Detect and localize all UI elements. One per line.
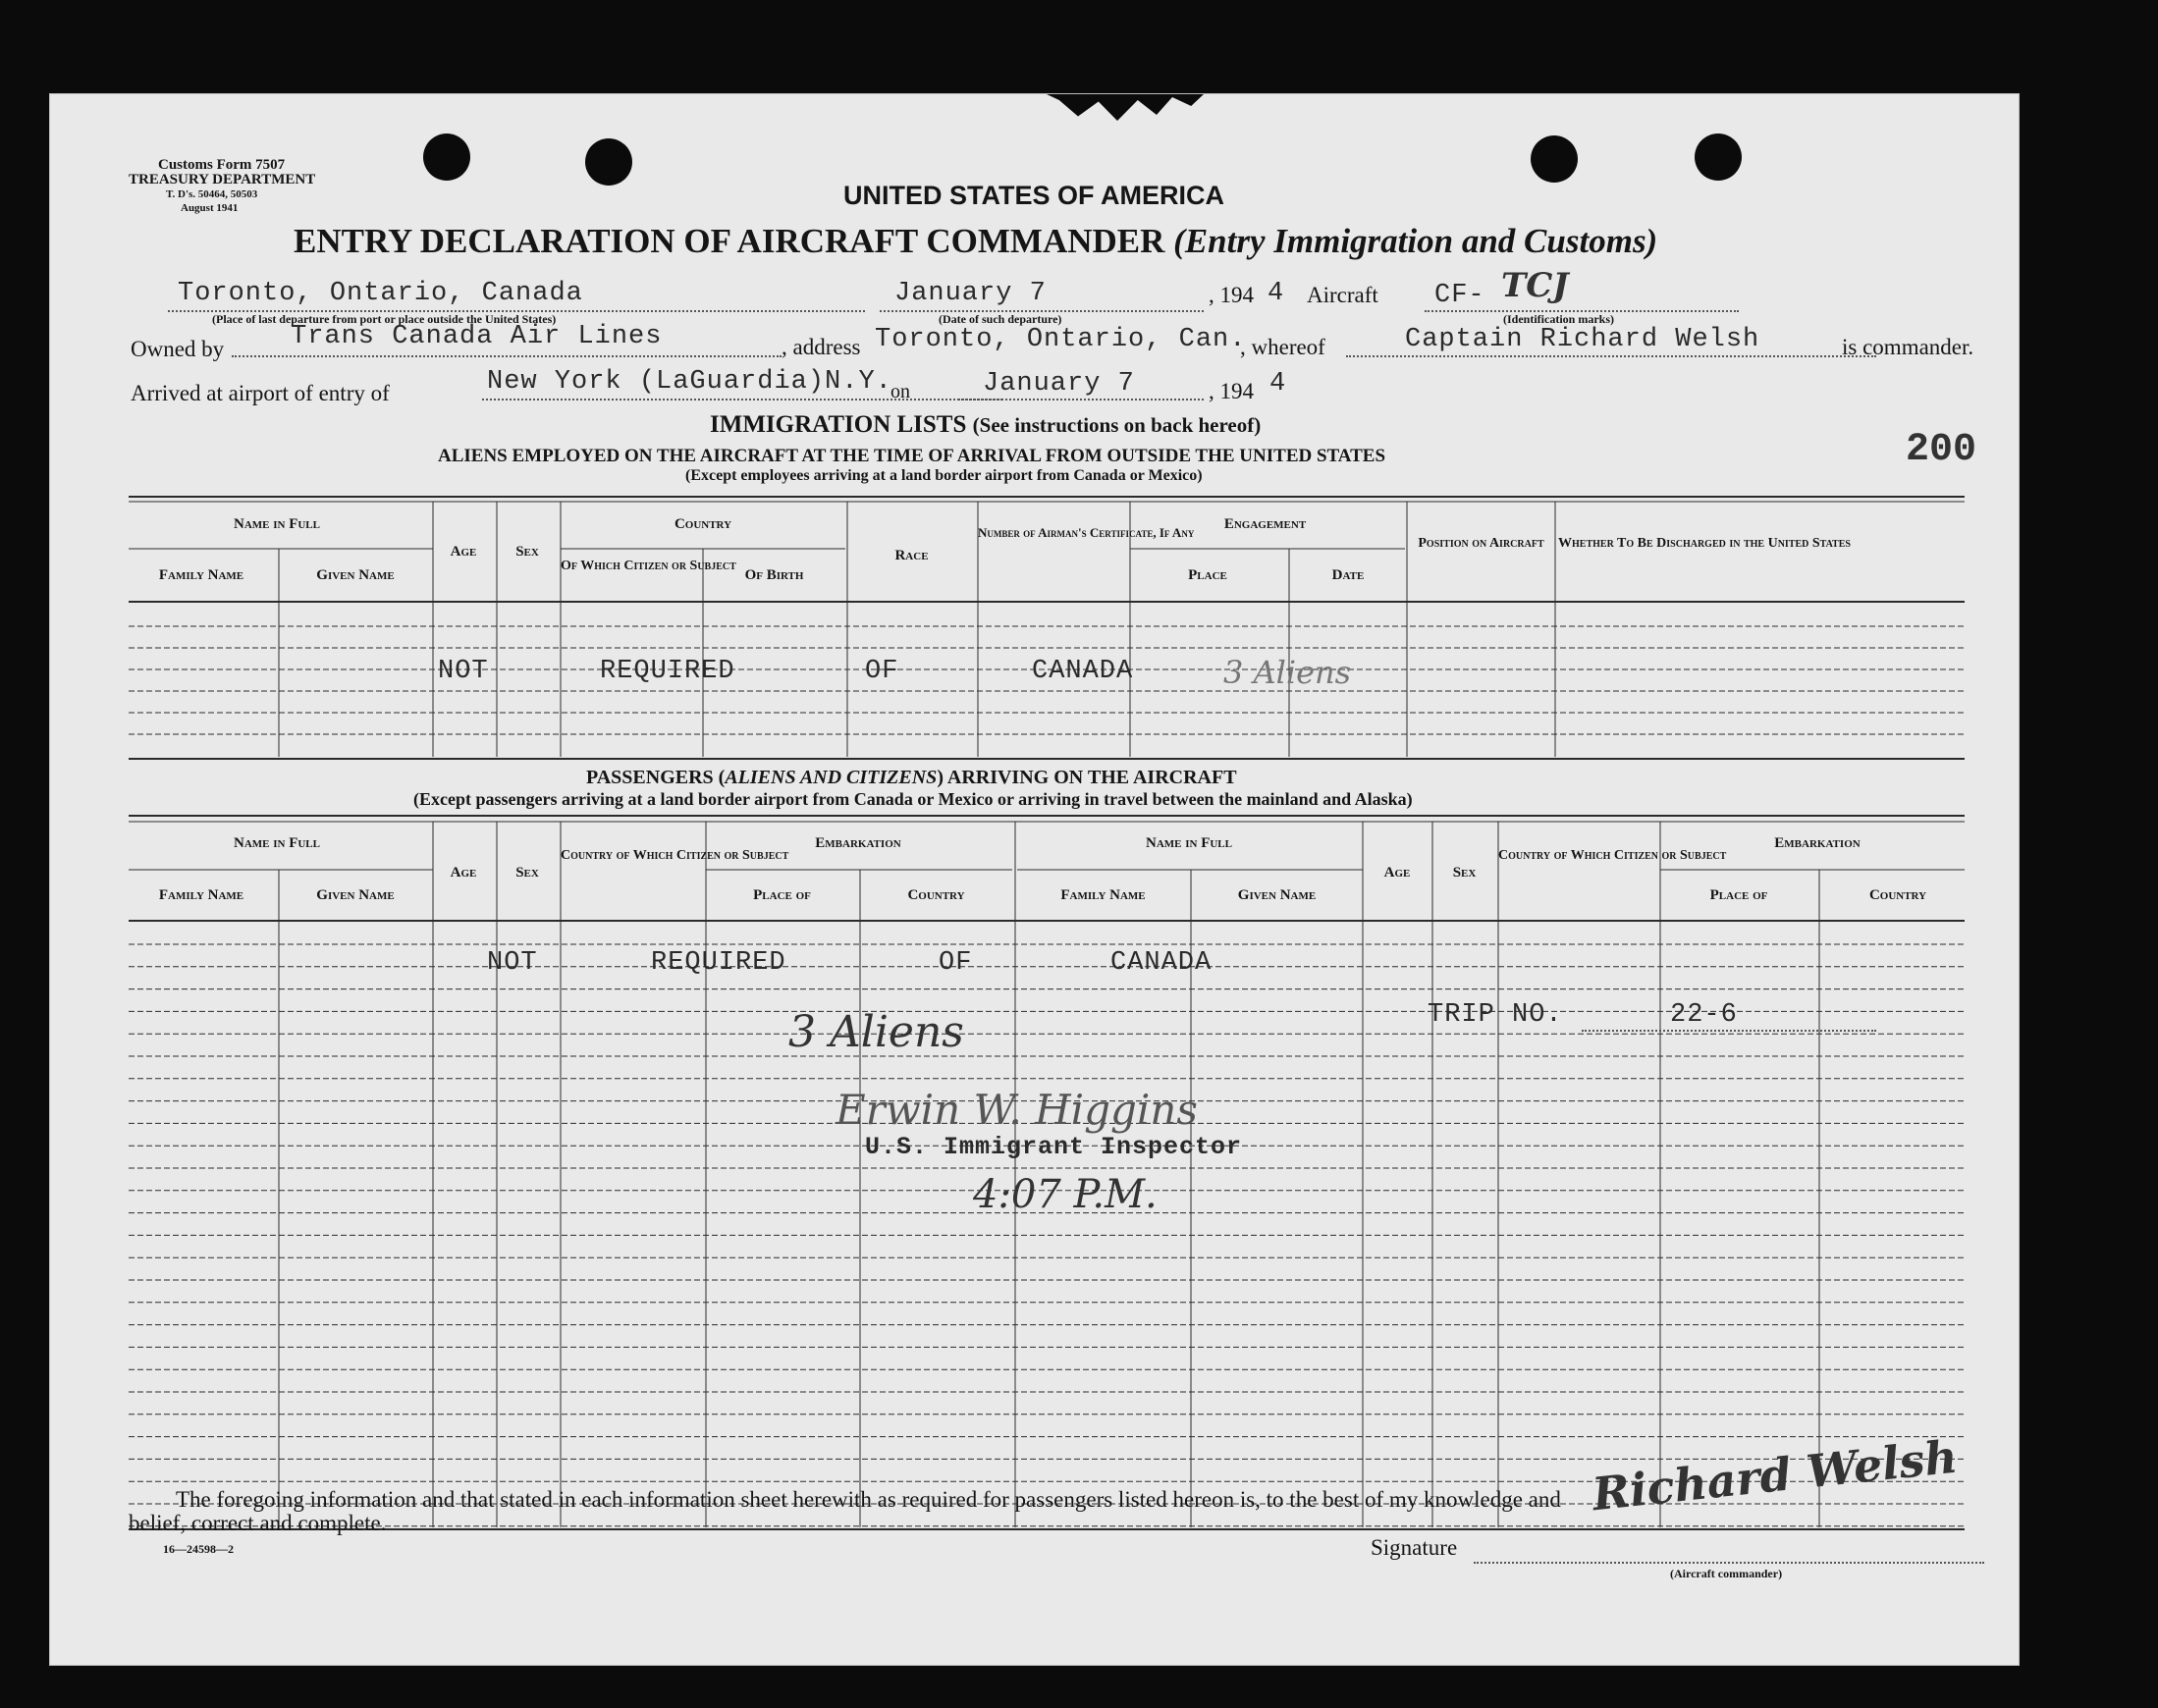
aliens-col-race: Race — [894, 548, 929, 563]
aliens-col-given-name: Given Name — [316, 567, 395, 583]
pass-col-country-citizen: Country of Which Citizen or Subject — [561, 848, 789, 863]
aliens-col-discharged: Whether To Be Discharged in the United States — [1558, 536, 1851, 551]
pass-typed-not: NOT — [487, 948, 538, 978]
aliens-col-country: Country — [674, 516, 732, 532]
departure-place-caption: (Place of last departure from port or place outside the United States) — [212, 312, 557, 326]
aliens-heading: ALIENS EMPLOYED ON THE AIRCRAFT AT THE TIME OF ARRIVAL FROM OUTSIDE THE UNITED STATES — [438, 446, 1386, 466]
aliens-col-airman-cert: Number of Airman's Certificate, If Any — [978, 525, 1195, 540]
departure-date-caption: (Date of such departure) — [939, 312, 1062, 326]
owner-name: Trans Canada Air Lines — [291, 322, 663, 351]
aircraft-label: Aircraft — [1307, 283, 1378, 307]
inspector-title: U.S. Immigrant Inspector — [865, 1133, 1243, 1161]
aliens-col-sex: Sex — [515, 544, 539, 560]
country-heading: UNITED STATES OF AMERICA — [843, 181, 1224, 210]
signature-caption: (Aircraft commander) — [1670, 1567, 1783, 1580]
aliens-col-birth: Of Birth — [744, 567, 804, 583]
owner-address: Toronto, Ontario, Can. — [875, 325, 1247, 354]
aircraft-mark-hand: TCJ — [1501, 266, 1569, 305]
certification-line-1: The foregoing information and that stated in each information sheet herewith as required for passengers listed hereon is, to the best of my knowledge and — [176, 1487, 1561, 1512]
passengers-heading-c: ) ARRIVING ON THE AIRCRAFT — [937, 767, 1237, 788]
commander-name: Captain Richard Welsh — [1405, 325, 1760, 354]
pass-col-age-2: Age — [1383, 865, 1411, 881]
inspector-signature: Erwin W. Higgins — [836, 1086, 1198, 1134]
aliens-col-citizen: Of Which Citizen or Subject — [561, 559, 736, 573]
pass-typed-required: REQUIRED — [651, 948, 786, 978]
pass-col-family-name-2: Family Name — [1060, 887, 1146, 903]
certification-line-2: belief, correct and complete. — [129, 1511, 387, 1535]
trip-number: 22-6 — [1670, 1000, 1738, 1030]
aliens-col-place: Place — [1188, 567, 1227, 583]
airport-name: New York (LaGuardia)N.Y. — [487, 367, 892, 397]
whereof-label: , whereof — [1240, 335, 1325, 359]
aliens-col-family-name: Family Name — [158, 567, 244, 583]
form-title-sub: (Entry Immigration and Customs) — [1173, 222, 1658, 260]
pass-col-country-citizen-2: Country of Which Citizen or Subject — [1498, 848, 1727, 863]
aircraft-caption: (Identification marks) — [1503, 312, 1614, 326]
immigration-lists-title: IMMIGRATION LISTS — [710, 411, 967, 438]
pass-col-embarkation-2: Embarkation — [1774, 835, 1861, 851]
form-title-main: ENTRY DECLARATION OF AIRCRAFT COMMANDER — [294, 222, 1165, 260]
aliens-hand-note: 3 Aliens — [1223, 654, 1352, 691]
aliens-col-engagement: Engagement — [1223, 516, 1307, 532]
is-commander-label: is commander. — [1842, 335, 1974, 359]
trip-label: TRIP NO. — [1428, 1000, 1563, 1030]
arrival-date: January 7 — [983, 369, 1135, 399]
departure-place: Toronto, Ontario, Canada — [178, 279, 583, 308]
pass-col-country: Country — [907, 887, 965, 903]
treasury-department: TREASURY DEPARTMENT — [129, 172, 316, 187]
aliens-col-position: Position on Aircraft — [1418, 536, 1544, 551]
passengers-heading-b: ALIENS AND CITIZENS — [725, 767, 938, 788]
pass-col-embarkation: Embarkation — [815, 835, 901, 851]
passengers-hand-note: 3 Aliens — [788, 1007, 964, 1057]
pass-col-name-in-full-2: Name in Full — [1145, 835, 1232, 851]
aircraft-mark-prefix: CF- — [1434, 281, 1485, 310]
form-sheet — [49, 93, 2020, 1666]
treasury-decisions: T. D's. 50464, 50503 — [166, 188, 258, 200]
pass-col-place-of-2: Place of — [1709, 887, 1768, 903]
immigration-instructions: (See instructions on back hereof) — [972, 413, 1262, 437]
departure-year-prefix: , 194 — [1209, 283, 1254, 307]
table-grid — [50, 94, 2019, 1665]
pass-col-country-2: Country — [1868, 887, 1927, 903]
passengers-heading-a: PASSENGERS ( — [586, 767, 726, 788]
pass-col-age: Age — [450, 865, 477, 881]
stamp-number: 200 — [1906, 428, 1977, 472]
aliens-except: (Except employees arriving at a land border airport from Canada or Mexico) — [685, 467, 1203, 484]
aliens-typed-canada: CANADA — [1032, 657, 1134, 686]
pass-typed-of: OF — [939, 948, 973, 978]
pass-col-family-name: Family Name — [158, 887, 244, 903]
departure-date: January 7 — [894, 279, 1047, 308]
signature-label: Signature — [1371, 1535, 1458, 1560]
address-label: , address — [782, 335, 861, 359]
time-note: 4:07 P.M. — [973, 1172, 1158, 1217]
pass-col-place-of: Place of — [753, 887, 811, 903]
aliens-typed-not: NOT — [438, 657, 489, 686]
aliens-col-age: Age — [450, 544, 477, 560]
pass-col-given-name-2: Given Name — [1237, 887, 1317, 903]
arrival-year-prefix: , 194 — [1209, 379, 1254, 403]
aliens-typed-required: REQUIRED — [600, 657, 735, 686]
on-label: on — [890, 381, 910, 402]
aliens-col-name-in-full: Name in Full — [233, 516, 320, 532]
form-number: Customs Form 7507 — [158, 157, 286, 173]
pass-col-given-name: Given Name — [316, 887, 395, 903]
print-code: 16—24598—2 — [163, 1542, 234, 1556]
pass-col-sex: Sex — [515, 865, 539, 881]
arrived-label: Arrived at airport of entry of — [131, 381, 390, 405]
aliens-col-date: Date — [1331, 567, 1365, 583]
owned-by-label: Owned by — [131, 337, 225, 361]
arrival-year-digit: 4 — [1269, 369, 1287, 399]
passengers-except: (Except passengers arriving at a land border airport from Canada or Mexico or arriving in travel between the mainland and Alaska) — [413, 789, 1413, 809]
passengers-heading — [586, 767, 1237, 789]
aliens-typed-of: OF — [865, 657, 899, 686]
pass-typed-canada: CANADA — [1110, 948, 1213, 978]
departure-year-digit: 4 — [1268, 279, 1285, 308]
certification-text — [129, 1488, 1561, 1535]
pass-col-sex-2: Sex — [1452, 865, 1477, 881]
form-date: August 1941 — [181, 202, 239, 214]
pass-col-name-in-full: Name in Full — [233, 835, 320, 851]
commander-signature: Richard Welsh — [1590, 1429, 1961, 1521]
